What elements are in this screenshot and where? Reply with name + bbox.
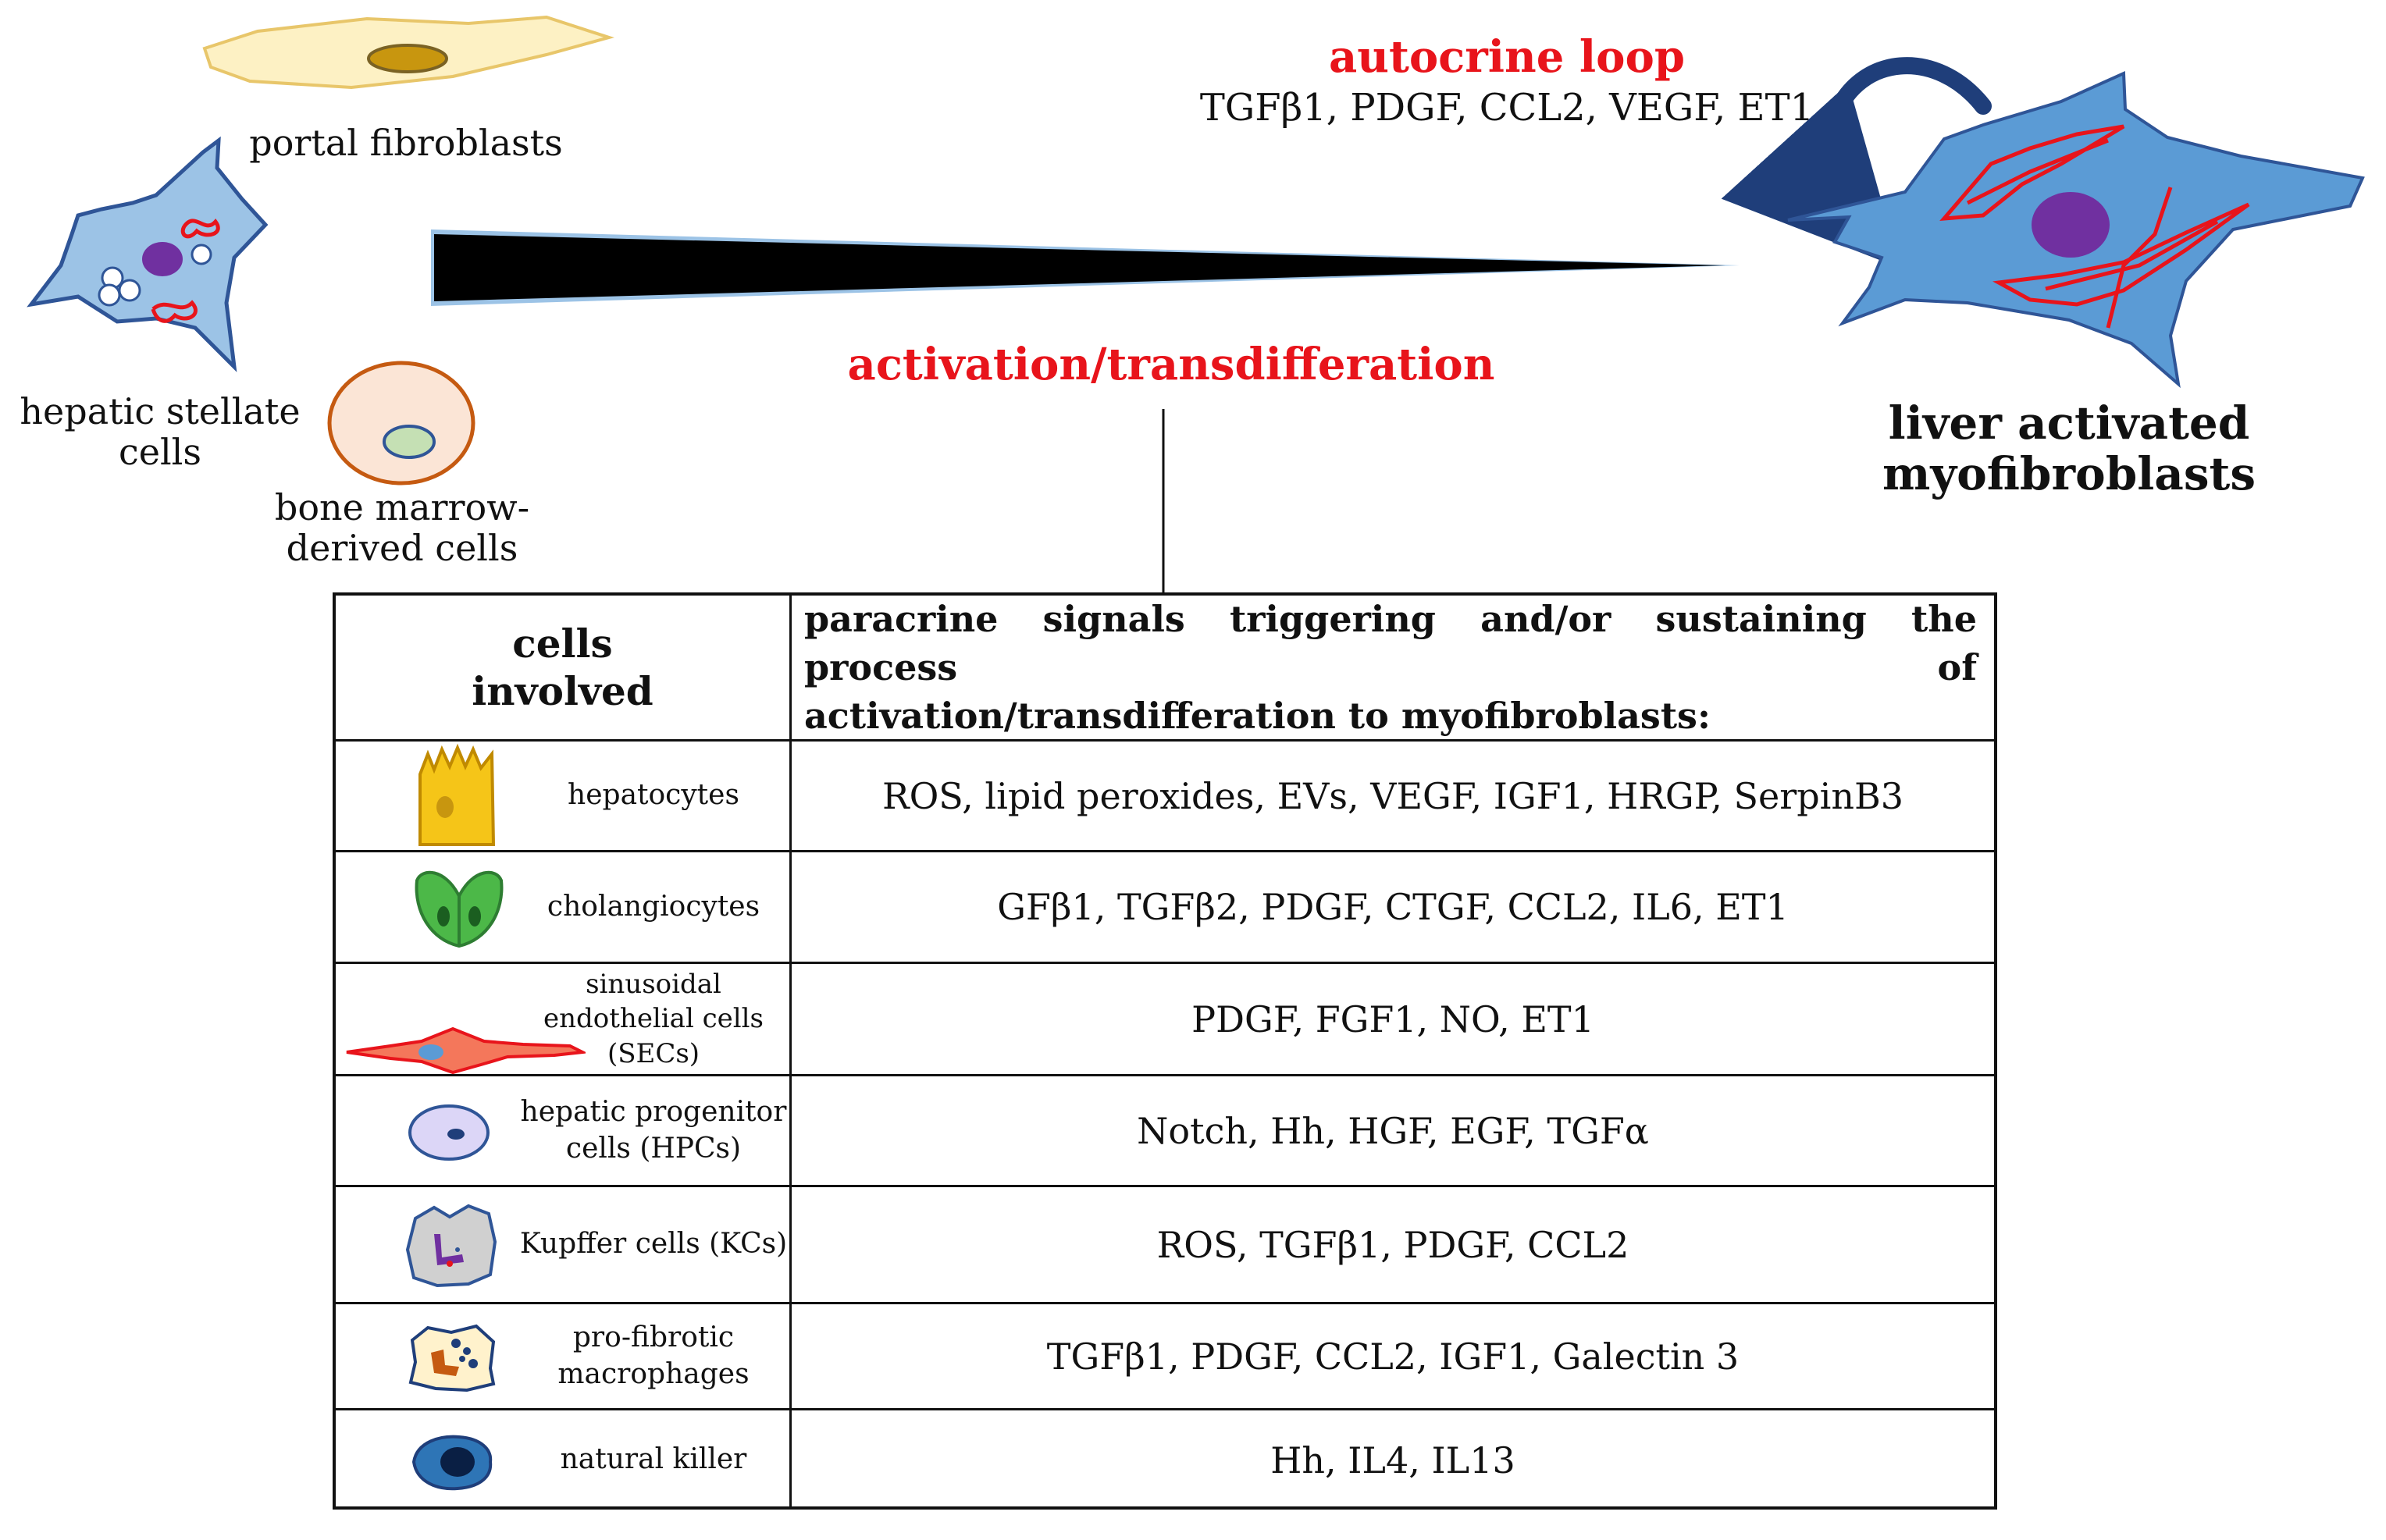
cell-name-line: (SECs) bbox=[607, 1037, 700, 1069]
cell-name bbox=[517, 1304, 790, 1408]
cell-name-line: pro-fibrotic bbox=[572, 1321, 735, 1354]
cell-name-line: hepatocytes bbox=[568, 779, 739, 812]
bone-marrow-cell-icon bbox=[329, 363, 473, 483]
cell-name bbox=[517, 1076, 790, 1185]
portal-fibroblasts-label: portal fibroblasts bbox=[249, 122, 563, 164]
hepatic-stellate-cells-line1: hepatic stellate bbox=[20, 390, 301, 432]
macrophage-icon bbox=[404, 1321, 498, 1393]
cell-name bbox=[517, 1187, 790, 1302]
cell-name-line: cholangiocytes bbox=[547, 890, 760, 923]
kupffer-cell-icon bbox=[403, 1203, 500, 1289]
activation-title: activation/transdifferation bbox=[847, 339, 1495, 390]
table-row bbox=[336, 739, 1994, 850]
table-row bbox=[336, 1408, 1994, 1510]
bone-marrow-cells-label bbox=[258, 488, 547, 568]
cell-name-line: cells (HPCs) bbox=[565, 1132, 742, 1165]
cell-name-line: hepatic progenitor bbox=[520, 1096, 787, 1129]
cell-name-line: macrophages bbox=[557, 1357, 750, 1390]
signals-cell: TGFβ1, PDGF, CCL2, IGF1, Galectin 3 bbox=[1046, 1335, 1740, 1378]
header-cells-line1: cells bbox=[512, 621, 613, 667]
cholangiocyte-icon bbox=[414, 865, 504, 951]
autocrine-signals: TGFβ1, PDGF, CCL2, VEGF, ET1 bbox=[1199, 86, 1814, 130]
signals-cell: ROS, lipid peroxides, EVs, VEGF, IGF1, HRGP, SerpinB3 bbox=[881, 774, 1904, 817]
cell-name-line: endothelial cells bbox=[543, 1003, 764, 1035]
table-row bbox=[336, 1185, 1994, 1302]
cell-name bbox=[517, 1410, 790, 1510]
signals-cell: GFβ1, TGFβ2, PDGF, CTGF, CCL2, IL6, ET1 bbox=[997, 886, 1789, 928]
header-signals-line2: activation/transdifferation to myofibroblasts: bbox=[804, 695, 1711, 738]
progenitor-cell-icon bbox=[406, 1101, 492, 1164]
endothelial-cell-icon bbox=[344, 1024, 586, 1079]
signals-cell: Hh, IL4, IL13 bbox=[1270, 1439, 1515, 1481]
header-paracrine-signals bbox=[804, 596, 1977, 739]
hepatic-stellate-cells-line2: cells bbox=[118, 430, 201, 473]
table-row bbox=[336, 1302, 1994, 1408]
activation-gradient-wedge bbox=[431, 229, 1740, 306]
hepatocyte-icon bbox=[414, 743, 500, 849]
signals-cell: ROS, TGFβ1, PDGF, CCL2 bbox=[1156, 1223, 1629, 1266]
cell-name bbox=[517, 742, 790, 850]
signals-cell: Notch, Hh, HGF, EGF, TGFα bbox=[1137, 1109, 1649, 1152]
header-signals-line1: paracrine signals triggering and/or sustaining the process of bbox=[804, 597, 1977, 688]
myofibroblast-cell-icon bbox=[1788, 73, 2363, 384]
table-row bbox=[336, 1074, 1994, 1185]
hepatic-stellate-cells-label bbox=[16, 392, 304, 472]
cell-name-line: sinusoidal bbox=[586, 969, 721, 1001]
signals-cell: PDGF, FGF1, NO, ET1 bbox=[1191, 998, 1594, 1040]
table-row bbox=[336, 850, 1994, 962]
portal-fibroblast-icon bbox=[205, 17, 609, 87]
table-header bbox=[336, 596, 1994, 739]
bone-marrow-cells-line2: derived cells bbox=[286, 526, 518, 569]
bone-marrow-cells-line1: bone marrow- bbox=[274, 486, 530, 528]
hepatic-stellate-cell-icon bbox=[31, 140, 265, 367]
cell-name bbox=[517, 852, 790, 962]
cell-name-line: natural killer bbox=[560, 1443, 747, 1476]
natural-killer-icon bbox=[409, 1431, 495, 1493]
myofibroblasts-line1: liver activated bbox=[1888, 397, 2250, 450]
myofibroblasts-label bbox=[1843, 398, 2295, 500]
header-cells-involved bbox=[336, 596, 789, 739]
header-cells-line2: involved bbox=[472, 668, 653, 714]
cell-name-line: Kupffer cells (KCs) bbox=[519, 1228, 788, 1261]
autocrine-loop-title: autocrine loop bbox=[1328, 31, 1686, 83]
myofibroblasts-line2: myofibroblasts bbox=[1882, 446, 2256, 500]
